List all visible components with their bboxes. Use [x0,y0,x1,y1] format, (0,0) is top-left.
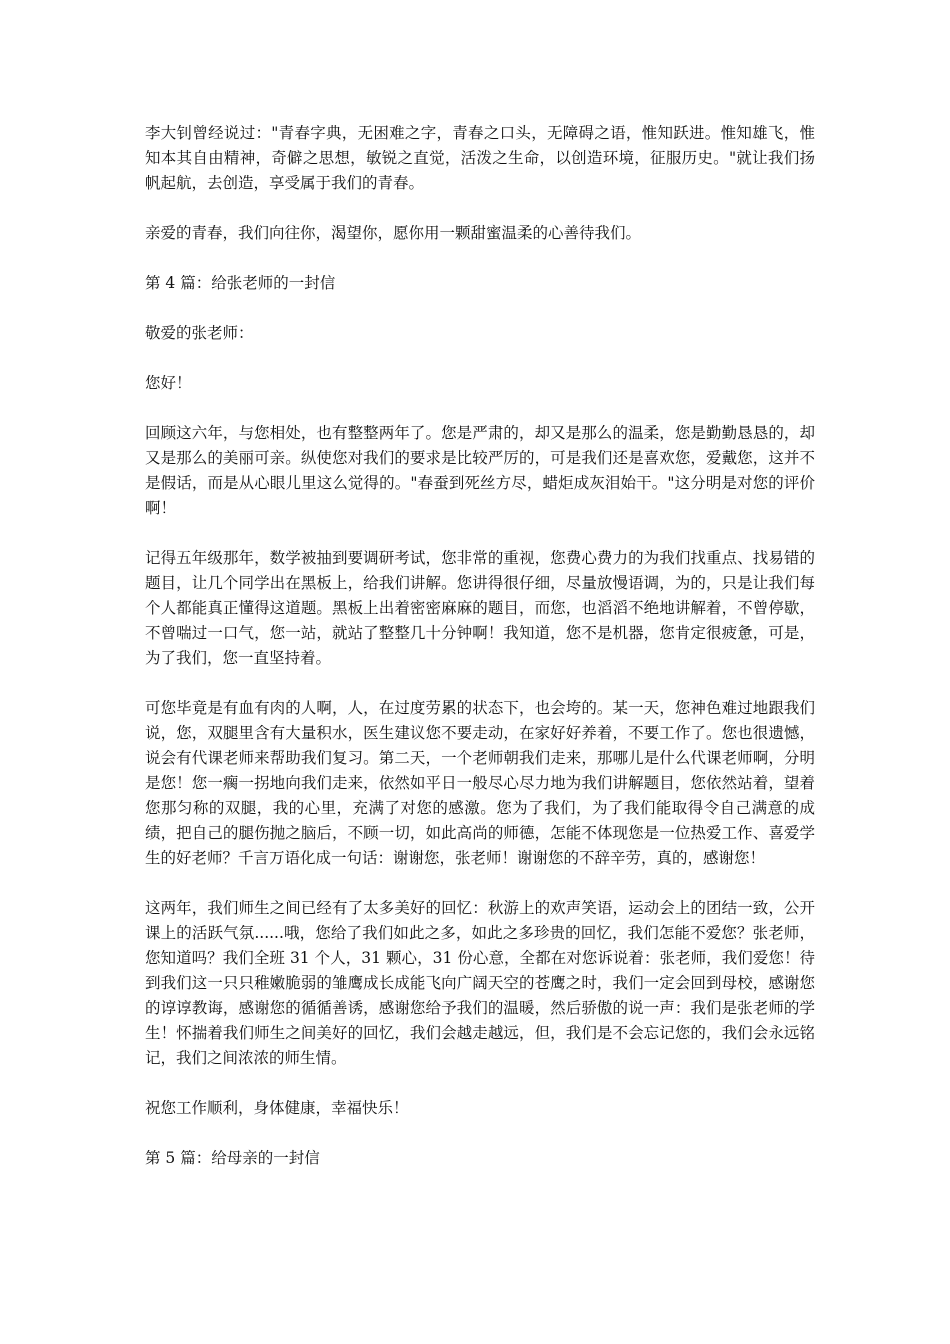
paragraph-memories: 这两年，我们师生之间已经有了太多美好的回忆：秋游上的欢声笑语，运动会上的团结一致，公开课上的活跃气氛......哦，您给了我们如此之多，如此之多珍贵的回忆，我们怎能不爱您？张老师，您知道吗？我们全班 31 个人，31 颗心，31 份心意，全都在对您诉说着：张老师，我们爱您！待到我们这一只只稚嫩脆弱的雏鹰成长成能飞向广阔天空的苍鹰之时，我们一定会回到母校，感谢您的谆谆教诲，感谢您的循循善诱，感谢您给予我们的温暖，然后骄傲的说一声：我们是张老师的学生！怀揣着我们师生之间美好的回忆，我们会越走越远，但，我们是不会忘记您的，我们会永远铭记，我们之间浓浓的师生情。 [145,899,815,1067]
document-body [145,121,815,1196]
closing-wishes: 祝您工作顺利，身体健康，幸福快乐！ [145,1099,409,1117]
paragraph-review-six-years: 回顾这六年，与您相处，也有整整两年了。您是严肃的，却又是那么的温柔，您是勤勤恳恳的，却又是那么的美丽可亲。纵使您对我们的要求是比较严厉的，可是我们还是喜欢您，爱戴您，这并不是假话，而是从心眼儿里这么觉得的。"春蚕到死丝方尽，蜡炬成灰泪始干。"这分明是对您的评价啊！ [145,424,815,517]
paragraph-li-dazhao-quote: 李大钊曾经说过："青春字典，无困难之字，青春之口头，无障碍之语，惟知跃进。惟知雄飞，惟知本其自由精神，奇僻之思想，敏锐之直觉，活泼之生命，以创造环境，征服历史。"就让我们扬帆起航，去创造，享受属于我们的青春。 [145,124,815,192]
salutation: 敬爱的张老师： [145,324,254,342]
paragraph-grade-five-exam: 记得五年级那年，数学被抽到要调研考试，您非常的重视，您费心费力的为我们找重点、找易错的题目，让几个同学出在黑板上，给我们讲解。您讲得很仔细，尽量放慢语调，为的，只是让我们每个人都能真正懂得这道题。黑板上出着密密麻麻的题目，而您，也滔滔不绝地讲解着，不曾停歇，不曾喘过一口气，您一站，就站了整整几十分钟啊！我知道，您不是机器，您肯定很疲惫，可是，为了我们，您一直坚持着。 [145,549,815,667]
paragraph-dear-youth: 亲爱的青春，我们向往你，渴望你，愿你用一颗甜蜜温柔的心善待我们。 [145,224,642,242]
heading-letter-5: 第 5 篇：给母亲的一封信 [145,1149,320,1167]
greeting: 您好！ [145,374,192,392]
paragraph-teacher-illness: 可您毕竟是有血有肉的人啊，人，在过度劳累的状态下，也会垮的。某一天，您神色难过地跟我们说，您，双腿里含有大量积水，医生建议您不要走动，在家好好养着，不要工作了。您也很遗憾，说会有代课老师来帮助我们复习。第二天，一个老师朝我们走来，那哪儿是什么代课老师啊，分明是您！您一瘸一拐地向我们走来，依然如平日一般尽心尽力地为我们讲解题目，您依然站着，望着您那匀称的双腿，我的心里，充满了对您的感激。您为了我们，为了我们能取得令自己满意的成绩，把自己的腿伤抛之脑后，不顾一切，如此高尚的师德，怎能不体现您是一位热爱工作、喜爱学生的好老师？千言万语化成一句话：谢谢您，张老师！谢谢您的不辞辛劳，真的，感谢您！ [145,699,815,867]
heading-letter-4: 第 4 篇：给张老师的一封信 [145,274,336,292]
